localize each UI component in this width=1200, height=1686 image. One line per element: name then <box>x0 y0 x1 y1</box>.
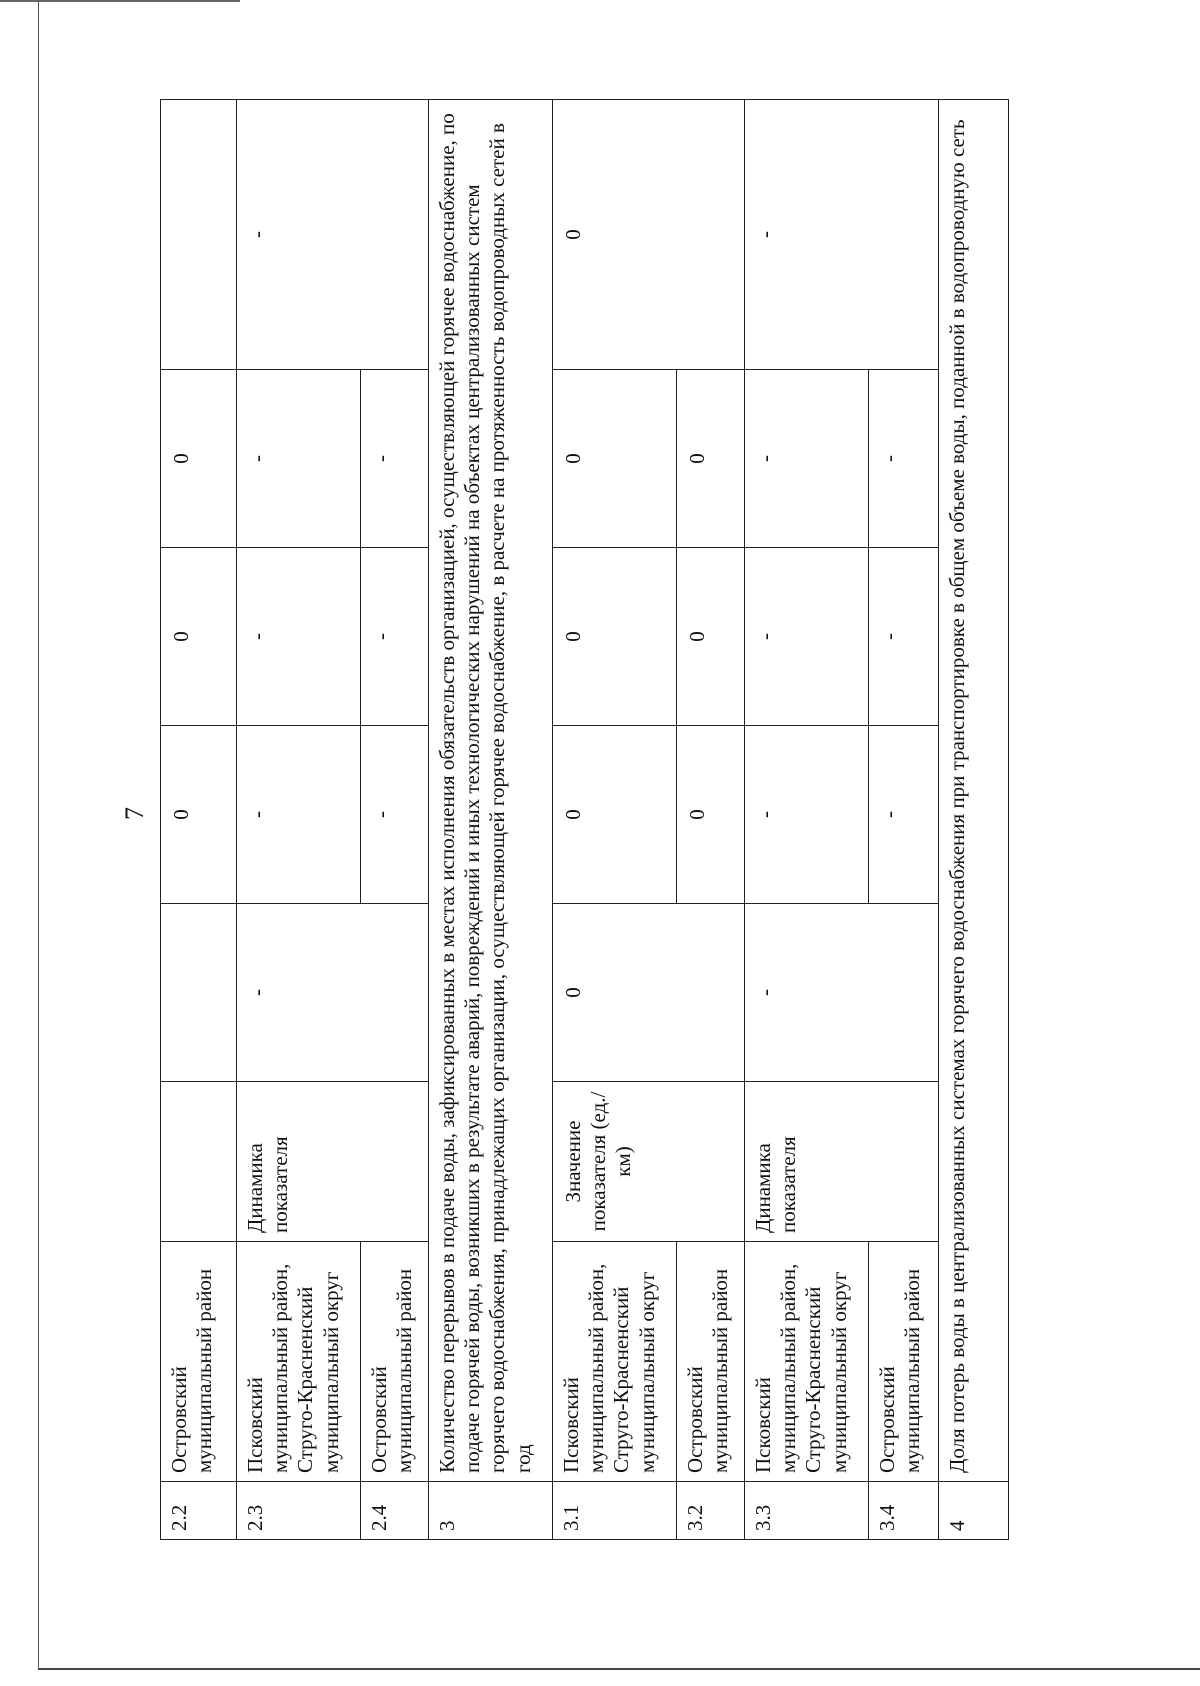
territory-cell: Островский муниципальный район <box>361 1242 429 1482</box>
page-number: 7 <box>120 807 149 820</box>
value-cell: - <box>361 726 429 904</box>
value-cell <box>161 100 237 370</box>
value-cell: - <box>361 548 429 726</box>
indicator-cell <box>161 1082 237 1242</box>
indicator-cell: Значение показателя (ед./км) <box>553 1082 745 1242</box>
row-number: 3 <box>429 1482 553 1540</box>
territory-cell: Псковский муниципальный район, Струго-Красненский муниципальный округ <box>553 1242 677 1482</box>
table-row-4 <box>939 100 1009 1540</box>
row-number: 2.3 <box>237 1482 361 1540</box>
value-cell: 0 <box>677 370 745 548</box>
row-number: 2.2 <box>161 1482 237 1540</box>
value-cell: - <box>237 904 429 1082</box>
value-cell: - <box>745 370 869 548</box>
value-cell: 0 <box>553 726 677 904</box>
value-cell <box>161 904 237 1082</box>
row-number: 4 <box>939 1482 1009 1540</box>
value-cell: - <box>237 548 361 726</box>
indicator-cell: Динамика показателя <box>745 1082 939 1242</box>
row-number: 3.4 <box>869 1482 939 1540</box>
indicator-title-cell: Количество перерывов в подаче воды, зафиксированных в местах исполнения обязательств организацией, осуществляющей горячее водоснабжение, по подаче горячей воды, возникших в результате аварий, повреждений и иных технологических нарушений на объектах централизованных систем горячего водоснабжения, принадлежащих организации, осуществляющей горячее водоснабжение, в расчете на протяженность водопроводных сетей в год <box>429 100 553 1482</box>
value-cell: 0 <box>161 548 237 726</box>
row-number: 3.3 <box>745 1482 869 1540</box>
indicator-title-cell: Доля потерь воды в централизованных системах горячего водоснабжения при транспортировке в общем объеме воды, поданной в водопроводную сеть <box>939 100 1009 1482</box>
value-cell: 0 <box>677 726 745 904</box>
value-cell: - <box>237 370 361 548</box>
territory-cell: Островский муниципальный район <box>161 1242 237 1482</box>
territory-cell: Псковский муниципальный район, Струго-Красненский муниципальный округ <box>237 1242 361 1482</box>
value-cell: - <box>869 548 939 726</box>
value-cell: - <box>237 726 361 904</box>
indicators-table <box>160 100 1080 1540</box>
value-cell: - <box>745 904 939 1082</box>
page-frame-top <box>0 0 240 2</box>
value-cell: - <box>745 548 869 726</box>
value-cell: - <box>237 100 429 370</box>
table-row-3 <box>429 100 553 1540</box>
row-number: 2.4 <box>361 1482 429 1540</box>
territory-cell: Псковский муниципальный район, Струго-Красненский муниципальный округ <box>745 1242 869 1482</box>
value-cell: 0 <box>161 726 237 904</box>
territory-cell: Островский муниципальный район <box>869 1242 939 1482</box>
value-cell: - <box>869 726 939 904</box>
value-cell: - <box>361 370 429 548</box>
page-frame-left <box>38 0 39 1670</box>
value-cell: 0 <box>553 904 745 1082</box>
territory-cell: Островский муниципальный район <box>677 1242 745 1482</box>
table-row-3-1 <box>553 100 677 1540</box>
indicator-cell: Динамика показателя <box>237 1082 429 1242</box>
value-cell: - <box>869 370 939 548</box>
value-cell: 0 <box>161 370 237 548</box>
value-cell: 0 <box>553 370 677 548</box>
value-cell: - <box>745 726 869 904</box>
value-cell: 0 <box>677 548 745 726</box>
value-cell: 0 <box>553 548 677 726</box>
table-row-2-2 <box>161 100 237 1540</box>
table-row-2-3 <box>237 100 361 1540</box>
value-cell: - <box>745 100 939 370</box>
row-number: 3.1 <box>553 1482 677 1540</box>
value-cell: 0 <box>553 100 745 370</box>
page-frame-bottom <box>38 1668 1200 1670</box>
row-number: 3.2 <box>677 1482 745 1540</box>
table-row-3-3 <box>745 100 869 1540</box>
